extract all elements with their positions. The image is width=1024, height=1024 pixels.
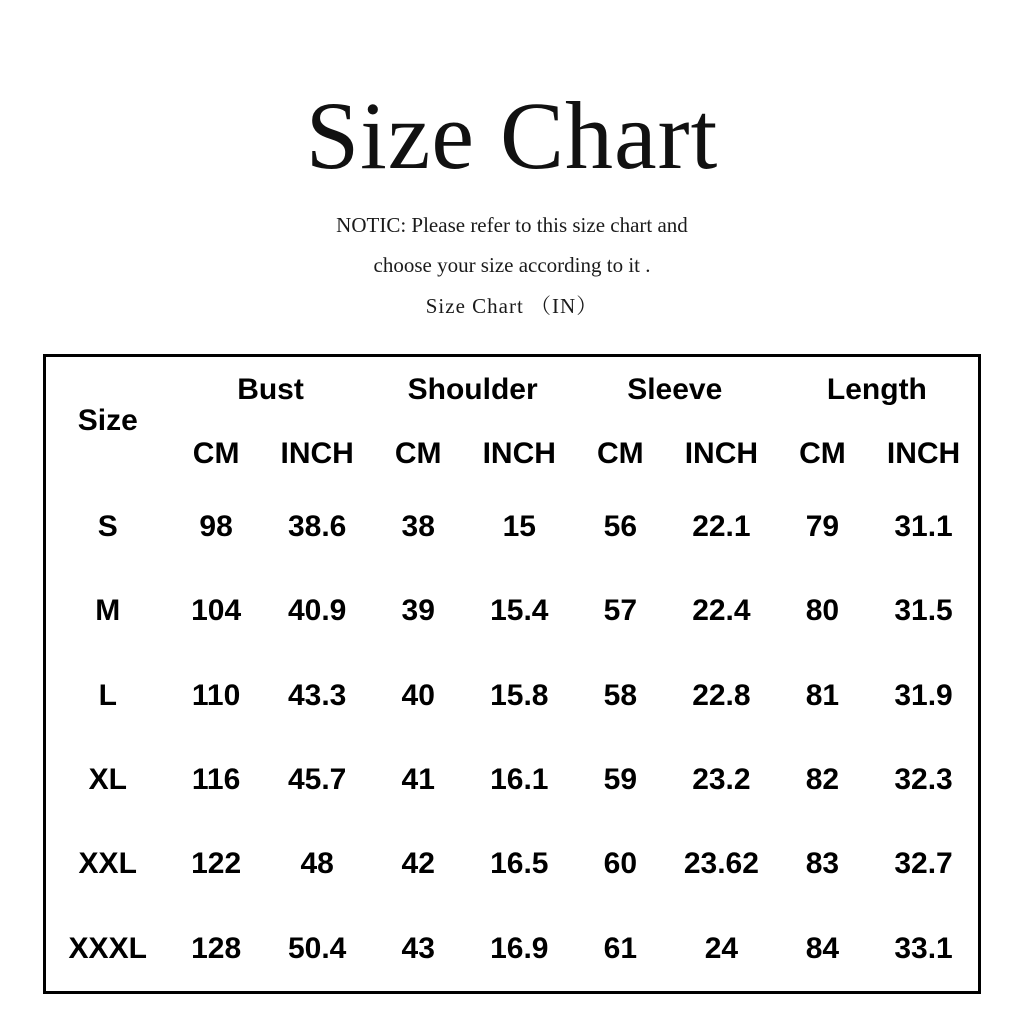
table-body — [46, 485, 978, 991]
header-unit-sleeve-inch: INCH — [684, 437, 759, 470]
cell-bust-cm: 110 — [191, 678, 241, 712]
cell-shoulder-cm: 39 — [401, 594, 435, 628]
cell-bust-inch: 45.7 — [287, 763, 347, 797]
cell-bust-inch: 38.6 — [287, 510, 347, 544]
cell-length-cm: 79 — [805, 510, 840, 544]
cell-bust-inch: 40.9 — [287, 594, 347, 628]
header-unit-length-inch: INCH — [886, 437, 961, 470]
table-row — [46, 907, 978, 991]
table-header — [46, 357, 978, 485]
cell-length-cm: 82 — [805, 763, 840, 797]
header-unit-bust-cm: CM — [192, 437, 240, 470]
table-row — [46, 738, 978, 822]
row-size-label: XL — [88, 763, 127, 797]
header-unit-shoulder-cm: CM — [394, 437, 442, 470]
cell-bust-cm: 98 — [199, 510, 233, 544]
cell-shoulder-cm: 38 — [401, 510, 435, 544]
row-size-label: XXL — [78, 847, 137, 881]
notice-line-2: choose your size according to it . — [373, 252, 651, 277]
cell-length-inch: 33.1 — [894, 931, 953, 965]
cell-bust-cm: 122 — [191, 847, 242, 881]
cell-sleeve-inch: 24 — [704, 931, 739, 965]
notice-line-1: NOTIC: Please refer to this size chart and — [336, 213, 688, 237]
header-unit-bust-inch: INCH — [280, 437, 354, 470]
row-size-label: XXXL — [68, 931, 147, 965]
cell-bust-cm: 128 — [191, 931, 242, 965]
cell-bust-inch: 48 — [300, 847, 334, 881]
cell-shoulder-inch: 16.1 — [490, 763, 549, 797]
cell-length-cm: 83 — [805, 847, 840, 881]
cell-length-inch: 31.1 — [894, 510, 953, 544]
cell-bust-inch: 50.4 — [287, 931, 347, 965]
cell-sleeve-cm: 61 — [603, 931, 638, 965]
cell-shoulder-cm: 42 — [401, 847, 435, 881]
table-row — [46, 822, 978, 906]
cell-sleeve-cm: 58 — [603, 678, 638, 712]
cell-length-inch: 31.5 — [894, 594, 953, 628]
header-unit-sleeve-cm: CM — [597, 437, 644, 470]
cell-shoulder-cm: 40 — [401, 678, 435, 712]
cell-length-inch: 31.9 — [894, 678, 953, 712]
cell-shoulder-cm: 43 — [401, 931, 435, 965]
header-group-shoulder: Shoulder — [407, 373, 538, 406]
cell-sleeve-inch: 22.1 — [692, 510, 751, 544]
cell-length-cm: 80 — [805, 594, 840, 628]
row-size-label: M — [95, 594, 121, 628]
row-size-label: L — [98, 678, 117, 712]
header-group-length: Length — [826, 373, 927, 406]
table-row — [46, 654, 978, 738]
cell-bust-inch: 43.3 — [287, 678, 347, 712]
header-row-groups — [46, 357, 978, 423]
cell-sleeve-inch: 22.4 — [692, 594, 751, 628]
cell-sleeve-inch: 23.62 — [683, 847, 759, 881]
cell-sleeve-cm: 57 — [603, 594, 638, 628]
cell-shoulder-inch: 15.8 — [490, 678, 549, 712]
cell-bust-cm: 116 — [191, 763, 241, 797]
page-title: Size Chart — [305, 82, 719, 189]
row-size-label: S — [97, 510, 118, 544]
header-unit-length-cm: CM — [799, 437, 846, 470]
cell-sleeve-cm: 59 — [603, 763, 638, 797]
header-group-bust: Bust — [237, 373, 304, 406]
size-chart-table-container — [43, 354, 981, 994]
cell-shoulder-inch: 16.9 — [490, 931, 549, 965]
table-row — [46, 485, 978, 569]
cell-sleeve-inch: 23.2 — [692, 763, 751, 797]
cell-sleeve-cm: 56 — [603, 510, 638, 544]
cell-shoulder-inch: 16.5 — [490, 847, 549, 881]
cell-length-cm: 81 — [805, 678, 840, 712]
size-chart-table — [46, 357, 978, 991]
header-unit-shoulder-inch: INCH — [482, 437, 556, 470]
cell-sleeve-inch: 22.8 — [692, 678, 751, 712]
header-group-sleeve: Sleeve — [627, 373, 723, 406]
cell-length-inch: 32.3 — [894, 763, 953, 797]
cell-length-inch: 32.7 — [894, 847, 953, 881]
chart-subtitle: Size Chart （IN） — [425, 293, 599, 318]
cell-bust-cm: 104 — [191, 594, 242, 628]
header-row-units — [46, 423, 978, 485]
cell-shoulder-cm: 41 — [401, 763, 435, 797]
table-row — [46, 569, 978, 653]
cell-shoulder-inch: 15 — [502, 510, 536, 544]
cell-shoulder-inch: 15.4 — [490, 594, 549, 628]
header-size: Size — [77, 404, 138, 437]
cell-sleeve-cm: 60 — [603, 847, 638, 881]
cell-length-cm: 84 — [805, 931, 840, 965]
notice-text — [0, 206, 1024, 286]
